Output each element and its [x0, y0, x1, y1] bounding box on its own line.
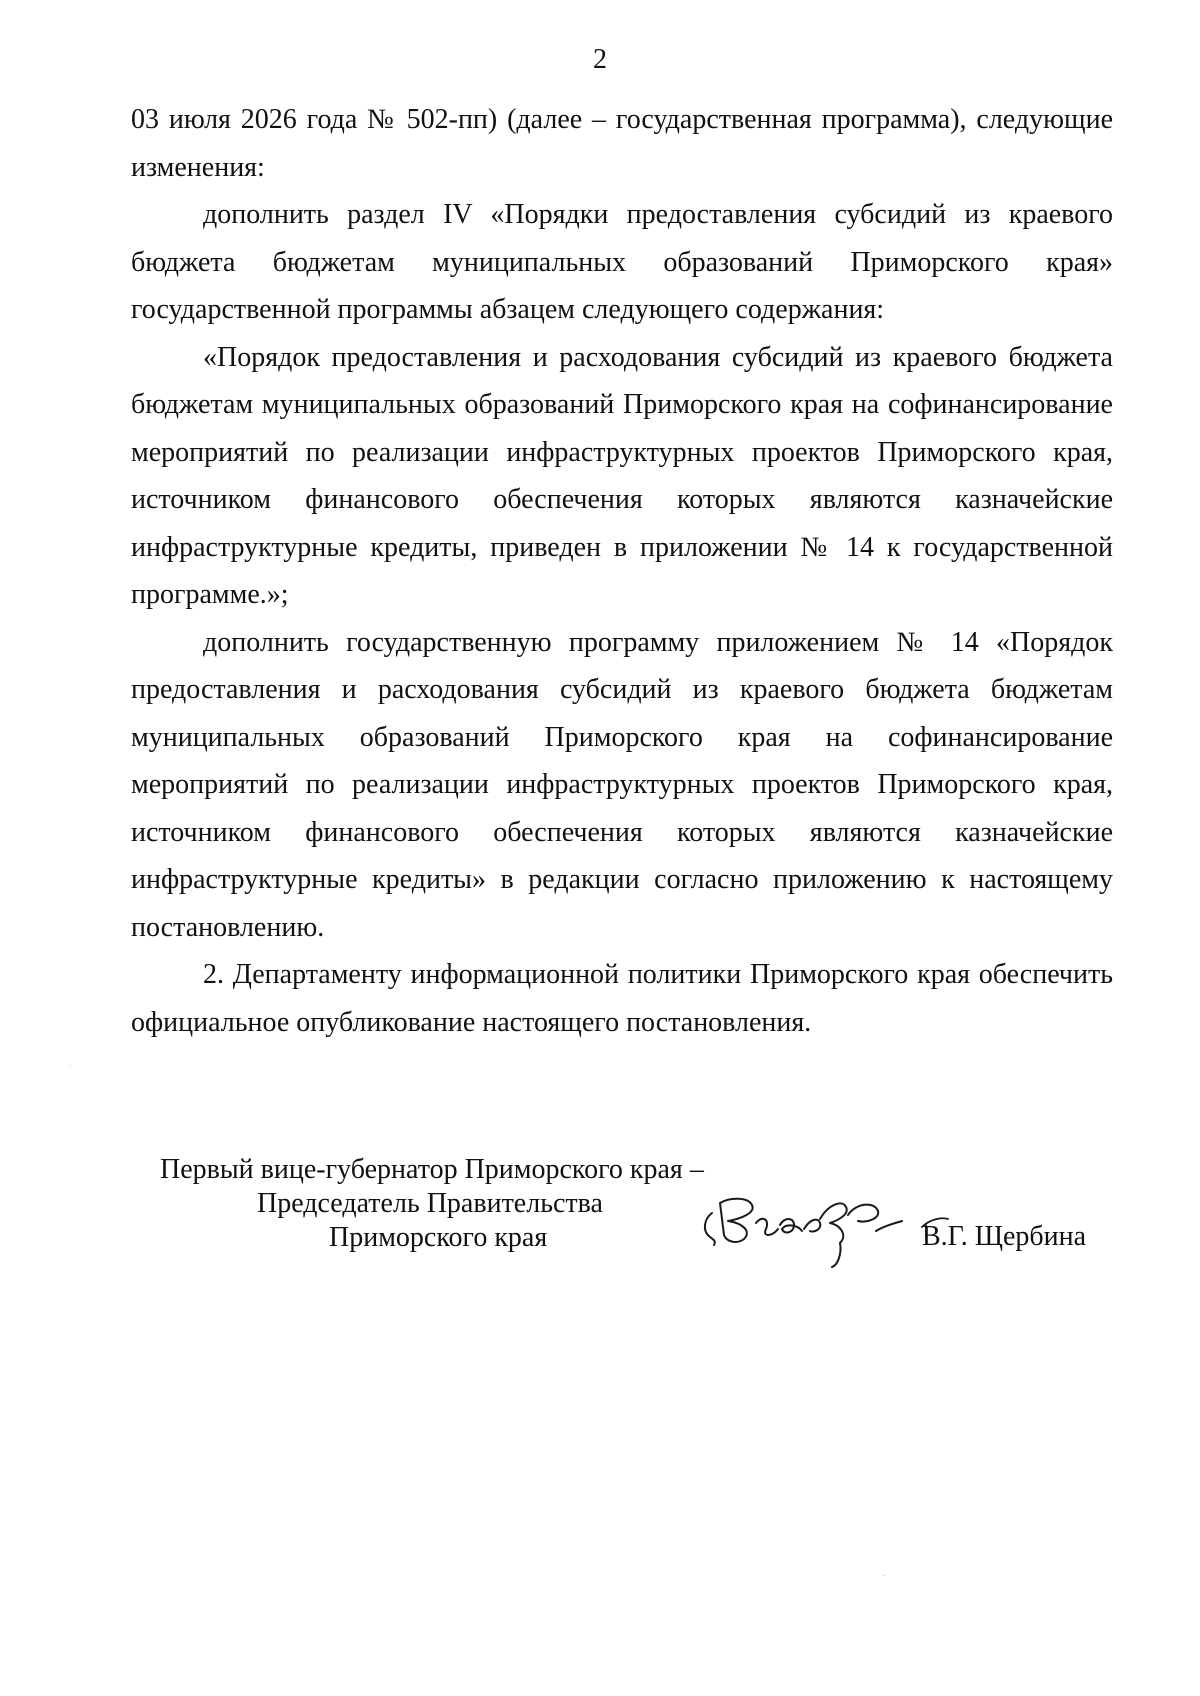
- handwritten-signature: [690, 1175, 950, 1295]
- paragraph-add-appendix: дополнить государственную программу приложением № 14 «Порядок предоставления и расходования субсидий из краевого бюджета бюджетам муниципальных образований Приморского края на софинансирование мероприятий по реализации инфраструктурных проектов Приморского края, источником финансового обеспечения которых являются казначейские инфраструктурные кредиты» в редакции согласно приложению к настоящему постановлению.: [131, 626, 1113, 943]
- document-body: [131, 96, 1113, 1046]
- signatory-position: [160, 1153, 720, 1255]
- paragraph-publication: 2. Департаменту информационной политики Приморского края обеспечить официальное опубликование настоящего постановления.: [131, 959, 1113, 1038]
- signatory-position-line2: Председатель Правительства: [257, 1188, 603, 1219]
- signatory-position-line1: Первый вице-губернатор Приморского края –: [160, 1154, 704, 1185]
- paragraph-continuation: 03 июля 2026 года № 502-пп) (далее – государственная программа), следующие изменения:: [131, 104, 1113, 183]
- signatory-position-line3: Приморского края: [329, 1222, 548, 1253]
- paragraph-quoted-order: «Порядок предоставления и расходования субсидий из краевого бюджета бюджетам муниципальных образований Приморского края на софинансирование мероприятий по реализации инфраструктурных проектов Приморского края, источником финансового обеспечения которых являются казначейские инфраструктурные кредиты, приведен в приложении № 14 к государственной программе.»;: [131, 341, 1113, 610]
- paragraph-amend-section: дополнить раздел IV «Порядки предоставления субсидий из краевого бюджета бюджетам муниципальных образований Приморского края» государственной программы абзацем следующего содержания:: [131, 199, 1113, 325]
- scan-speck: [883, 1575, 884, 1576]
- signer-name: В.Г. Щербина: [922, 1221, 1087, 1252]
- page-number: 2: [593, 44, 607, 75]
- scan-speck: [70, 1065, 71, 1066]
